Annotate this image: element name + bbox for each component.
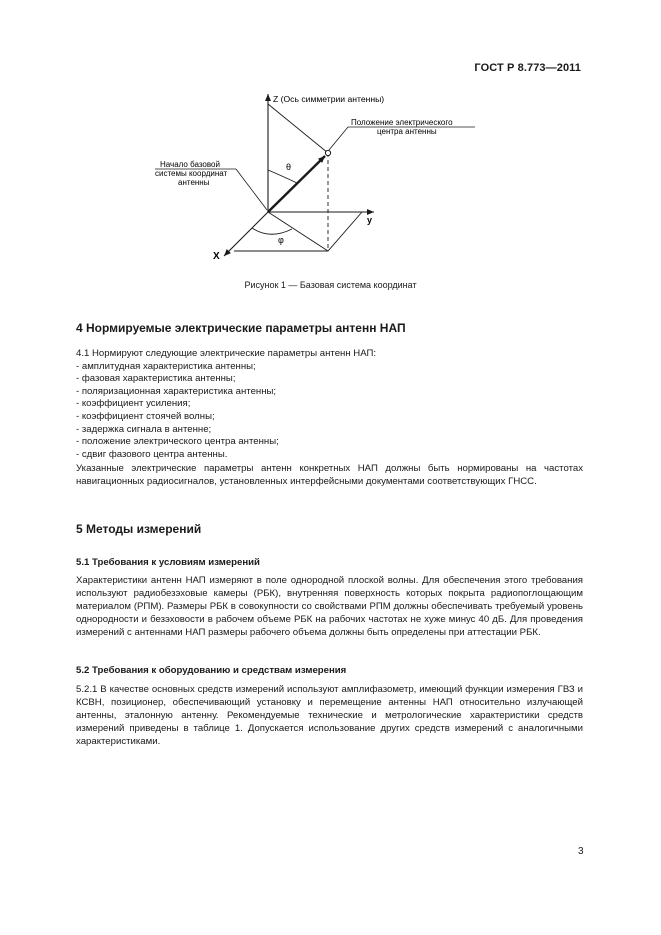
phi-arc	[252, 228, 292, 234]
list-item: - амплитудная характеристика антенны;	[76, 360, 256, 372]
list-item: - сдвиг фазового центра антенны.	[76, 448, 228, 460]
theta-label: θ	[286, 162, 292, 172]
list-item: - коэффициент стоячей волны;	[76, 410, 215, 422]
list-item: - фазовая характеристика антенны;	[76, 373, 236, 385]
y-axis-label: y	[367, 215, 373, 225]
origin-label-line3: антенны	[178, 178, 210, 187]
list-item: - коэффициент усиления;	[76, 398, 191, 410]
section-4-heading: 4 Нормируемые электрические параметры антенн НАП	[76, 321, 406, 335]
x-axis-label: X	[213, 251, 220, 262]
origin-label-line1: Начало базовой	[160, 160, 220, 169]
section-5-1-heading: 5.1 Требования к условиям измерений	[76, 557, 260, 568]
section-5-2-heading: 5.2 Требования к оборудованию и средствам измерения	[76, 665, 347, 676]
phi-label: φ	[278, 235, 284, 245]
section-4-closing: Указанные электрические параметры антенн конкретных НАП должны быть нормированы на частотах навигационных радиосигналов, установленных интерфейсными документами соответствующих ГНСС.	[76, 463, 583, 487]
standard-code-header: ГОСТ Р 8.773—2011	[474, 62, 581, 74]
origin-label-line2: системы координат	[155, 169, 228, 178]
figure-caption: Рисунок 1 — Базовая система координат	[244, 280, 417, 290]
theta-arc	[268, 170, 297, 183]
section-4-intro: 4.1 Нормируют следующие электрические параметры антенн НАП:	[76, 348, 377, 359]
z-axis-label: Z (Ось симметрии антенны)	[273, 94, 385, 104]
center-label-line2: центра антенны	[377, 127, 437, 136]
list-item: - задержка сигнала в антенне;	[76, 423, 212, 435]
section-5-1-text: Характеристики антенн НАП измеряют в поле однородной плоской волны. Для обеспечения этого требования используют радиобезэховые камеры (РБК), внутренняя поверхность которых покрыта радиопоглощающим материалом (РПМ). Размеры РБК в совокупности со свойствами РПМ должны обеспечивать требуемый уровень однородности и безэховости в рабочем объеме РБК на рабочих частотах не хуже минус 40 дБ. Для проведения измерений с антеннами НАП размеры рабочего объема должны быть определены при аттестации РБК.	[76, 575, 583, 638]
electrical-center-point	[325, 150, 330, 155]
section-4-list	[76, 348, 376, 461]
coordinate-system-figure	[0, 0, 661, 300]
list-item: - положение электрического центра антенны;	[76, 436, 279, 448]
section-5-heading: 5 Методы измерений	[76, 522, 202, 536]
vector-projection	[268, 212, 328, 251]
list-item: - поляризационная характеристика антенны;	[76, 385, 277, 397]
antenna-vector	[268, 156, 325, 212]
origin-label-leader	[236, 169, 267, 210]
z-to-point-line	[268, 104, 328, 153]
page-number: 3	[578, 846, 584, 857]
center-label-line1: Положение электрического	[351, 118, 453, 127]
x-axis	[224, 212, 268, 256]
section-5-2-text: 5.2.1 В качестве основных средств измерений используют амплифазометр, имеющий функции измерения ГВЗ и КСВН, позиционер, обеспечивающий установку и перемещение антенны НАП относительно излучающей антенны, эталонную антенну. Рекомендуемые технические и метрологические характеристики средств измерений приведены в таблице 1. Допускается использование других средств измерений с аналогичными характеристиками.	[76, 684, 583, 747]
center-label-leader	[329, 127, 348, 150]
